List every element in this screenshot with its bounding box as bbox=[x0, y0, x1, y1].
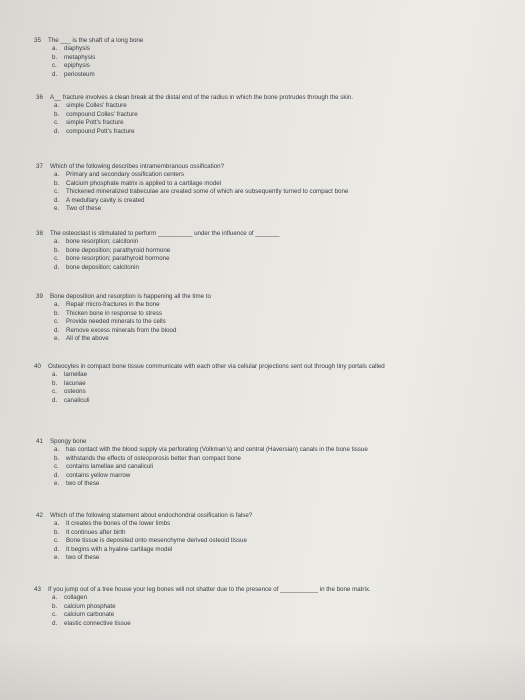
question-number: 41 bbox=[36, 438, 43, 445]
question-number: 40 bbox=[34, 363, 41, 370]
question-text: Osteocytes in compact bone tissue communicate with each other via cellular projections sent out through tiny portals called bbox=[48, 363, 385, 370]
question-text: Spongy bone bbox=[50, 438, 87, 445]
option-b: b. withstands the effects of osteoporosis better than compact bone bbox=[54, 454, 241, 462]
option-e: e. All of the above bbox=[54, 335, 109, 343]
option-a: a. simple Colles' fracture bbox=[54, 102, 127, 110]
question-36 bbox=[36, 94, 525, 136]
option-c: c. calcium carbonate bbox=[52, 611, 115, 619]
question-text: Which of the following statement about endochondral ossification is false? bbox=[50, 512, 253, 519]
question-43 bbox=[34, 586, 524, 628]
option-d: d. compound Pott's fracture bbox=[54, 127, 135, 135]
option-a: a. bone resorption; calcitonin bbox=[54, 238, 139, 246]
question-39 bbox=[36, 293, 525, 343]
option-a: a. Primary and secondary ossification centers bbox=[54, 171, 184, 179]
option-e: e. two of these bbox=[54, 480, 100, 488]
option-c: c. bone resorption; parathyroid hormone bbox=[54, 255, 170, 263]
question-number: 39 bbox=[36, 293, 43, 300]
option-c: c. epiphysis bbox=[52, 62, 90, 70]
option-e: e. two of these bbox=[54, 554, 100, 562]
question-38 bbox=[36, 230, 525, 272]
option-c: c. Bone tissue is deposited onto mesenchyme derived osteoid tissue bbox=[54, 537, 247, 545]
option-b: b. It continues after birth bbox=[54, 528, 126, 536]
option-b: b. Thicken bone in response to stress bbox=[54, 309, 162, 317]
option-c: c. contains lamellae and canaliculi bbox=[54, 463, 154, 471]
option-b: b. lacunae bbox=[52, 379, 86, 387]
option-b: b. calcium phosphate bbox=[52, 602, 116, 610]
option-a: a. Repair micro-fractures in the bone bbox=[54, 301, 160, 309]
option-b: b. Calcium phosphate matrix is applied to a cartilage model bbox=[54, 179, 222, 187]
option-c: c. osteons bbox=[52, 388, 86, 396]
option-a: a. diaphysis bbox=[52, 45, 90, 53]
question-number: 35 bbox=[34, 37, 41, 44]
option-c: c. Thickened mineralized trabeculae are created some of which are subsequently turned to compact bone bbox=[54, 188, 349, 196]
question-number: 37 bbox=[36, 163, 43, 170]
option-a: a. lamellae bbox=[52, 371, 88, 379]
question-42 bbox=[36, 512, 525, 562]
question-number: 38 bbox=[36, 230, 43, 237]
option-d: d. A medullary cavity is created bbox=[54, 196, 145, 204]
option-e: e. Two of these bbox=[54, 205, 102, 213]
option-d: d. elastic connective tissue bbox=[52, 619, 131, 627]
option-a: a. collagen bbox=[52, 594, 88, 602]
option-d: d. contains yellow marrow bbox=[54, 471, 131, 479]
option-c: c. simple Pott's fracture bbox=[54, 119, 124, 127]
question-text: A__ fracture involves a clean break at the distal end of the radius in which the bone protrudes through the skin. bbox=[50, 94, 354, 101]
question-41 bbox=[36, 438, 525, 488]
option-d: d. It begins with a hyaline cartilage model bbox=[54, 545, 173, 553]
question-37 bbox=[36, 163, 525, 213]
option-d: d. Remove excess minerals from the blood bbox=[54, 326, 177, 334]
question-text: Which of the following describes intramembranous ossification? bbox=[50, 163, 225, 170]
option-d: d. bone deposition; calcitonin bbox=[54, 263, 139, 271]
question-text: Bone deposition and resorption is happening all the time to bbox=[50, 293, 211, 300]
question-35 bbox=[34, 37, 524, 79]
option-a: a. It creates the bones of the lower limbs bbox=[54, 520, 171, 528]
question-number: 36 bbox=[36, 94, 43, 101]
option-d: d. periosteum bbox=[52, 70, 95, 78]
question-number: 42 bbox=[36, 512, 43, 519]
question-text: The osteoclast is stimulated to perform __________ under the influence of _______ bbox=[50, 230, 280, 237]
page-shadow bbox=[0, 640, 525, 700]
question-text: The ___ is the shaft of a long bone bbox=[48, 37, 144, 44]
option-d: d. canaliculi bbox=[52, 396, 90, 404]
option-b: b. bone deposition; parathyroid hormone bbox=[54, 246, 171, 254]
question-text: If you jump out of a tree house your leg bones will not shatter due to the presence of ___________ in the bone matrix. bbox=[48, 586, 371, 593]
question-40 bbox=[34, 363, 524, 405]
option-b: b. metaphysis bbox=[52, 53, 96, 61]
question-number: 43 bbox=[34, 586, 41, 593]
option-a: a. has contact with the blood supply via perforating (Volkman's) and central (Haversian) canals in the bone tissue bbox=[54, 446, 368, 454]
option-c: c. Provide needed minerals to the cells bbox=[54, 318, 166, 326]
option-b: b. compound Colles' fracture bbox=[54, 110, 138, 118]
